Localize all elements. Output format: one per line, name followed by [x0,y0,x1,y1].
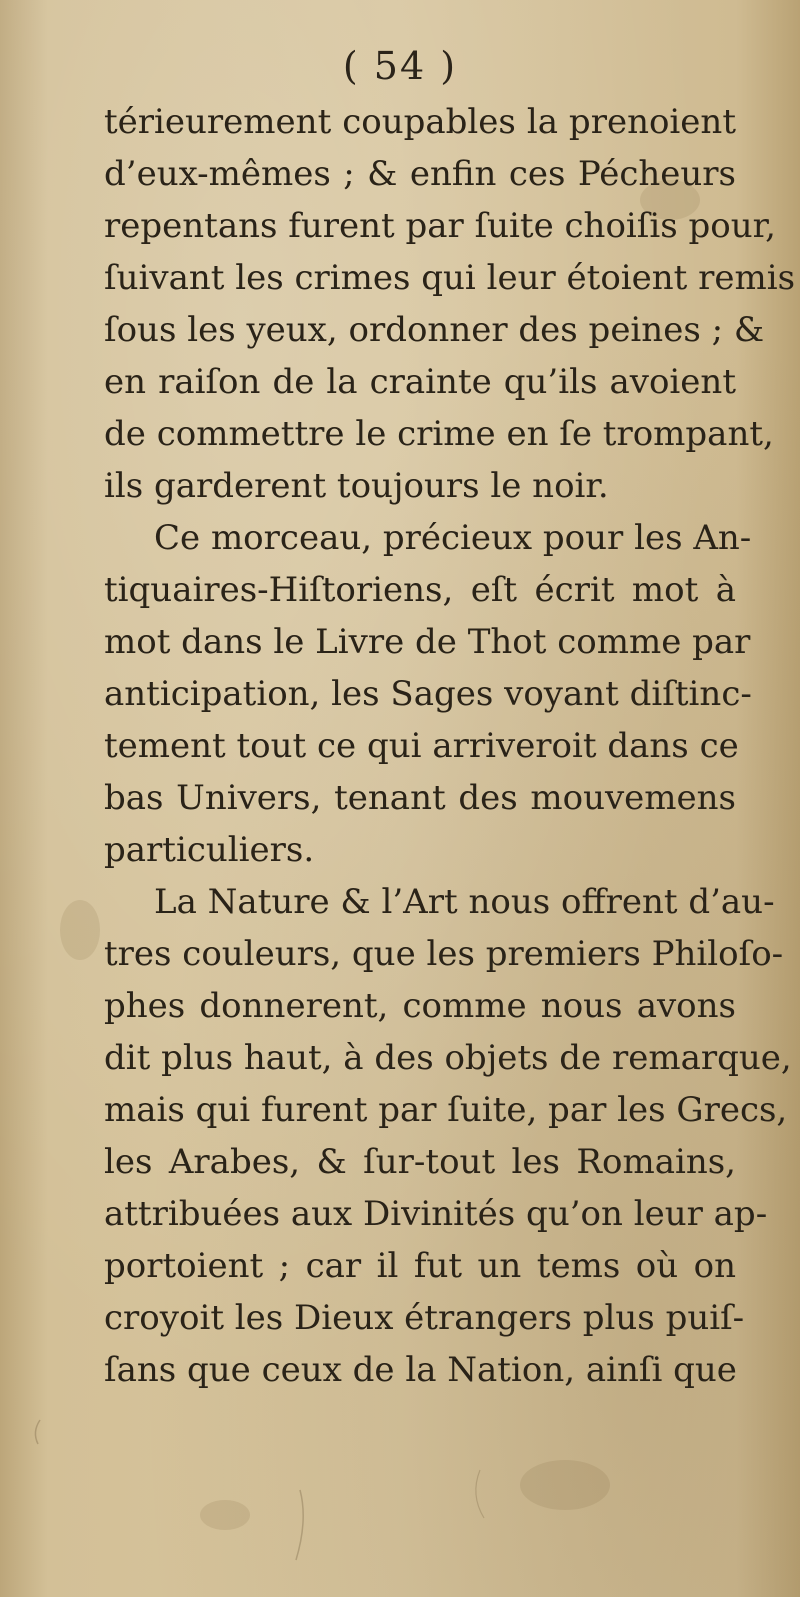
paper-scratch [296,1490,303,1560]
paper-stain [60,900,100,960]
text-line: tement tout ce qui arriveroit dans ce [104,726,739,766]
text-line: mais qui furent par ſuite, par les Grecs, [104,1090,788,1130]
text-line: d’eux-mêmes ; & enfin ces Pécheurs [104,154,736,194]
text-line: particuliers. [104,830,315,870]
text-line: ſous les yeux, ordonner des peines ; & [104,310,765,350]
text-line: les Arabes, & ſur-tout les Romains, [104,1142,736,1182]
paper-scratch [476,1470,484,1518]
text-line: dit plus haut, à des objets de remarque, [104,1038,792,1078]
text-line: bas Univers, tenant des mouvemens [104,778,736,818]
text-line: attribuées aux Divinités qu’on leur ap- [104,1194,768,1234]
paper-texture-marks [0,1380,800,1580]
text-line: mot dans le Livre de Thot comme par [104,622,751,662]
text-line: ils garderent toujours le noir. [104,466,609,506]
text-line: tres couleurs, que les premiers Philoſo- [104,934,784,974]
paper-scratch [35,1420,40,1444]
text-line: repentans furent par ſuite choiſis pour, [104,206,776,246]
text-line: anticipation, les Sages voyant diſtinc- [104,674,752,714]
page-body-text [104,96,796,1396]
paragraph-start-line: La Nature & l’Art nous offrent d’au- [154,882,775,922]
text-line: phes donnerent, comme nous avons [104,986,736,1026]
text-line: térieurement coupables la prenoient [104,102,736,142]
text-line: en raiſon de la crainte qu’ils avoient [104,362,736,402]
paragraph-start-line: Ce morceau, précieux pour les An- [154,518,752,558]
text-line: tiquaires-Hiſtoriens, eſt écrit mot à [104,570,736,610]
page-number: ( 54 ) [342,44,458,88]
text-line: portoient ; car il fut un tems où on [104,1246,736,1286]
text-line: de commettre le crime en ſe trompant, [104,414,774,454]
text-line: croyoit les Dieux étrangers plus puiſ- [104,1298,745,1338]
text-line: ſuivant les crimes qui leur étoient remis [104,258,796,298]
text-line: ſans que ceux de la Nation, ainſi que [104,1350,737,1390]
